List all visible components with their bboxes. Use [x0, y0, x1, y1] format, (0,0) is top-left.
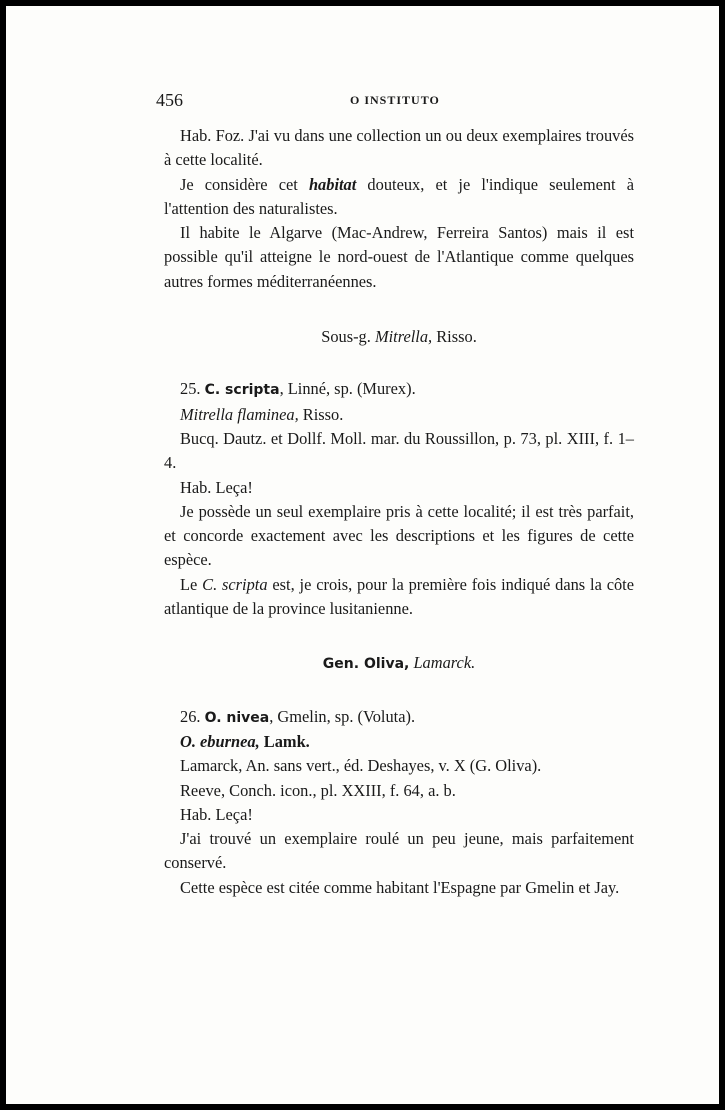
paragraph-habitat-doubt: Je considère cet habitat douteux, et je l'indique seulement à l'attention des naturalistes. — [164, 174, 635, 218]
page-number: 456 — [156, 90, 183, 110]
book-page — [6, 6, 719, 1104]
genus-name-oliva: Gen. Oliva, — [322, 656, 410, 673]
paragraph-habitat-foz: Hab. Foz. J'ai vu dans une collection un ou deux exemplaires trouvés à cette localité. — [164, 126, 634, 170]
entry-26-reference-lamarck: Lamarck, An. sans vert., éd. Deshayes, v. X (G. Oliva). — [180, 756, 542, 776]
entry-25-note-distribution: Le C. scripta est, je crois, pour la première fois indiqué dans la côte atlantique de la province lusitanienne. — [164, 574, 635, 619]
entry-25-heading: 25. C. scripta, Linné, sp. (Murex). — [180, 379, 416, 399]
entry-26-habitat: Hab. Leça! — [180, 804, 253, 824]
entry-25-habitat: Hab. Leça! — [180, 477, 253, 497]
species-name-o-nivea: O. nivea — [204, 709, 270, 726]
page-header — [156, 90, 636, 112]
species-name-c-scripta: C. scripta — [204, 382, 280, 399]
page-body — [164, 124, 634, 900]
entry-25-reference: Bucq. Dautz. et Dollf. Moll. mar. du Roussillon, p. 73, pl. XIII, f. 1–4. — [164, 428, 634, 473]
section-heading-oliva: Gen. Oliva, Lamarck. — [322, 653, 476, 673]
section-heading-mitrella: Sous-g. Mitrella, Risso. — [321, 327, 477, 347]
entry-26-reference-reeve: Reeve, Conch. icon., pl. XXIII, f. 64, a. b. — [180, 780, 456, 800]
entry-26-synonym: O. eburnea, Lamk. — [180, 731, 310, 751]
entry-26-heading: 26. O. nivea, Gmelin, sp. (Voluta). — [180, 706, 416, 726]
entry-26-note-specimen: J'ai trouvé un exemplaire roulé un peu jeune, mais parfaitement conservé. — [164, 829, 634, 873]
running-title: O INSTITUTO — [350, 93, 440, 107]
entry-25-synonym: Mitrella flaminea, Risso. — [180, 404, 344, 424]
entry-25-note-specimen: Je possède un seul exemplaire pris à cette localité; il est très parfait, et concorde exactement avec les descriptions et les figures de cette espèce. — [164, 501, 634, 570]
paragraph-algarve: Il habite le Algarve (Mac-Andrew, Ferreira Santos) mais il est possible qu'il atteigne le nord-ouest de l'Atlantique comme quelques autres formes méditerranéennes. — [164, 223, 634, 291]
entry-26-note-distribution: Cette espèce est citée comme habitant l'Espagne par Gmelin et Jay. — [180, 877, 620, 897]
